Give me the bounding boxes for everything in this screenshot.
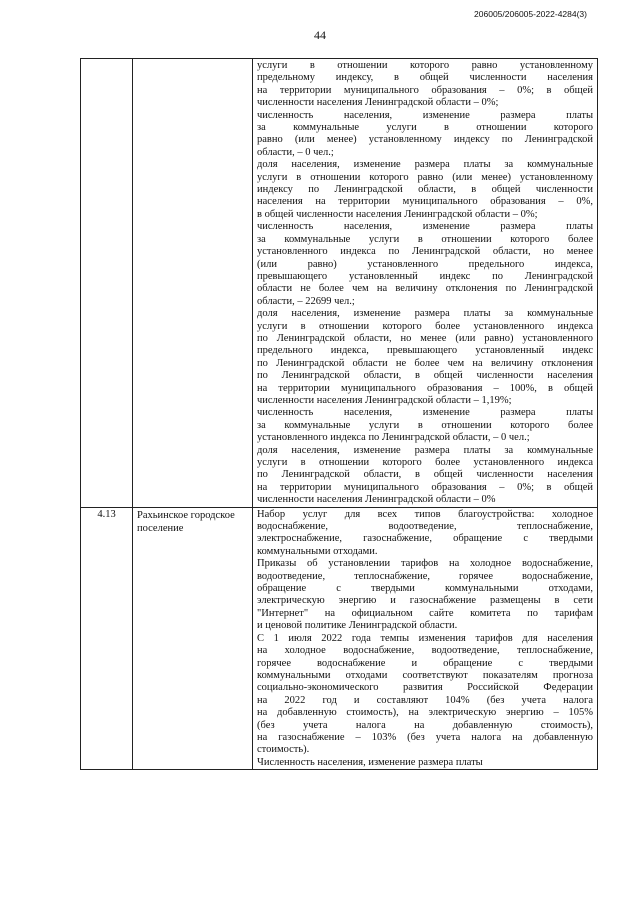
page-number: 44: [314, 28, 326, 42]
text-line: индексу по Ленинградской области, в общей численности: [257, 184, 593, 196]
text-line: горячее водоснабжение и обращение с твердыми: [257, 657, 593, 669]
text-line: (без учета налога на добавленную стоимость),: [257, 719, 593, 731]
text-line: (или равно) установленного предельного индекса,: [257, 258, 593, 270]
text-line: услуги в отношении которого равно установленному: [257, 60, 593, 71]
text-line: коммунальными отходами.: [257, 545, 378, 557]
text-line: за коммунальные услуги в отношении которого: [257, 122, 593, 134]
text-line: С 1 июля 2022 года темпы изменения тарифов для населения: [257, 632, 593, 644]
text-line: на добавленную стоимость), на электрическую энергию – 105%: [257, 707, 593, 719]
text-line: по Ленинградской области, в общей численности населения: [257, 370, 593, 382]
text-line: Численность населения, изменение размера платы: [257, 756, 483, 768]
text-line: услуги в отношении которого равно (или менее) установленному: [257, 171, 593, 183]
text-line: на территории муниципального образования – 100%, в общей: [257, 382, 593, 394]
table-row: [81, 59, 598, 508]
text-line: численности населения Ленинградской области – 1,19%;: [257, 394, 512, 406]
text-line: за коммунальные услуги в отношении которого более: [257, 233, 593, 245]
text-line: населения на территории муниципального образования – 0%,: [257, 196, 593, 208]
text-line: и ценовой политике Ленинградской области.: [257, 620, 458, 632]
text-line: на холодное водоснабжение, водоотведение, теплоснабжение,: [257, 645, 593, 657]
text-line: превышающего установленный индекс по Ленинградской: [257, 270, 593, 282]
text-line: стоимость).: [257, 744, 310, 756]
text-line: области, – 22699 чел.;: [257, 295, 355, 307]
text-line: водоотведение, теплоснабжение, горячее водоснабжение,: [257, 570, 593, 582]
text-line: Приказы об установлении тарифов на холодное водоснабжение,: [257, 558, 593, 570]
text-line: услуги в отношении которого более установленного индекса: [257, 320, 593, 332]
text-line: на территории муниципального образования – 0%; в общей: [257, 84, 593, 96]
text-line: численность населения, изменение размера платы: [257, 109, 593, 121]
text-line: электроснабжение, газоснабжение, обращение с твердыми: [257, 533, 593, 545]
settlement-name: Рахьинское городское поселение: [133, 507, 253, 770]
text-line: обращение с твердыми коммунальными отходами,: [257, 583, 593, 595]
text-line: доля населения, изменение размера платы за коммунальные: [257, 444, 593, 456]
text-line: "Интернет" на официальном сайте комитета по тарифам: [257, 607, 593, 619]
description-cell: [253, 59, 598, 508]
text-line: на газоснабжение – 103% (без учета налога на добавленную: [257, 731, 593, 743]
text-line: предельному индексу, в общей численности населения: [257, 72, 593, 84]
text-line: доля населения, изменение размера платы за коммунальные: [257, 159, 593, 171]
row-number: [81, 59, 133, 508]
text-line: численность населения, изменение размера платы: [257, 221, 593, 233]
text-line: численности населения Ленинградской области – 0%;: [257, 97, 499, 109]
text-line: в общей численности населения Ленинградской области – 0%;: [257, 208, 538, 220]
text-line: электрическую энергию и газоснабжение размещены в сети: [257, 595, 593, 607]
text-line: водоснабжение, водоотведение, теплоснабжение,: [257, 521, 593, 533]
text-line: численности населения Ленинградской области – 0%: [257, 494, 496, 506]
text-line: области не более чем на величину отклонения по Ленинградской: [257, 283, 593, 295]
text-line: по Ленинградской области, но менее (или равно) установленного: [257, 332, 593, 344]
text-line: за коммунальные услуги в отношении которого более: [257, 419, 593, 431]
text-line: установленного индекса по Ленинградской области, – 0 чел.;: [257, 432, 530, 444]
text-line: доля населения, изменение размера платы за коммунальные: [257, 308, 593, 320]
text-line: услуги в отношении которого более установленного индекса: [257, 457, 593, 468]
text-line: социально-экономического развития Российской Федерации: [257, 682, 593, 694]
text-line: Набор услуг для всех типов благоустройства: холодное: [257, 508, 593, 520]
text-line: области, – 0 чел.;: [257, 146, 334, 158]
text-line: предельного индекса, превышающего установленный индекс: [257, 345, 593, 357]
text-line: коммунальными отходами соответствуют показателям прогноза: [257, 669, 593, 681]
text-line: установленного индекса по Ленинградской области, но менее: [257, 246, 593, 258]
row-number: 4.13: [81, 507, 133, 770]
document-table: [80, 58, 598, 770]
text-line: на 2022 год и составляют 104% (без учета налога: [257, 694, 593, 706]
text-line: равно (или менее) установленному индексу по Ленинградской: [257, 134, 593, 146]
text-line: на территории муниципального образования – 0%; в общей: [257, 481, 593, 493]
text-line: по Ленинградской области, в общей численности населения: [257, 469, 593, 481]
document-id: 206005/206005-2022-4284(3): [474, 9, 587, 19]
table-row: [81, 507, 598, 770]
settlement-name: [133, 59, 253, 508]
text-line: численность населения, изменение размера платы: [257, 407, 593, 419]
description-cell: [253, 507, 598, 770]
text-line: по Ленинградской области не более чем на величину отклонения: [257, 357, 593, 369]
